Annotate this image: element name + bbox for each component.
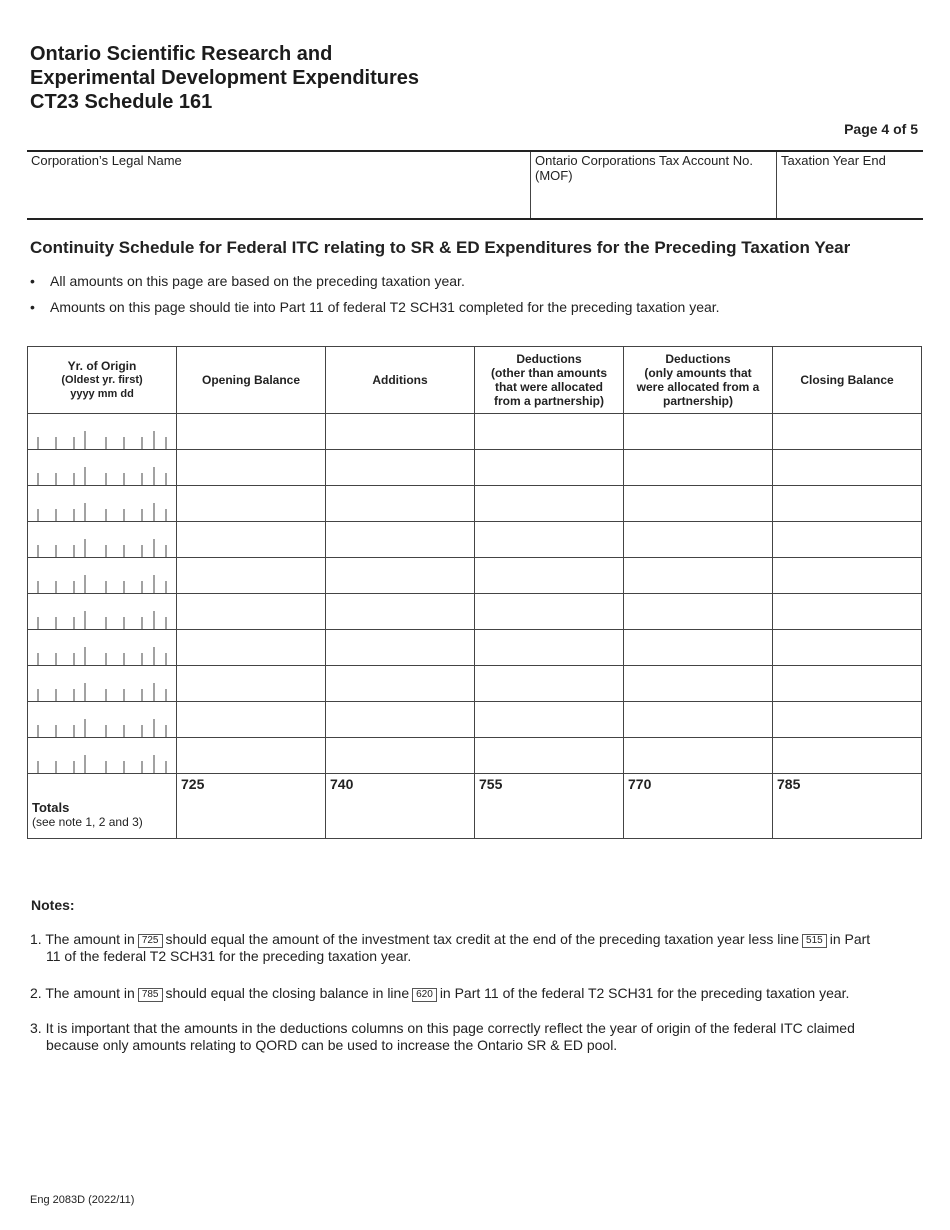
note-1-ref-515: 515	[802, 934, 827, 948]
totals-note: (see note 1, 2 and 3)	[32, 815, 143, 829]
closing-balance-input[interactable]	[773, 450, 922, 486]
note-3	[30, 1020, 900, 1054]
opening-balance-input[interactable]	[177, 738, 326, 774]
bullet-1: • All amounts on this page are based on the preceding taxation year.	[30, 273, 465, 289]
col-4-label: Deductions	[665, 352, 731, 366]
deductions-partnership-input[interactable]	[624, 738, 773, 774]
additions-input[interactable]	[326, 594, 475, 630]
deductions-other-input[interactable]	[475, 738, 624, 774]
account-no-field[interactable]	[530, 152, 776, 218]
note-2-ref-620: 620	[412, 988, 437, 1002]
opening-balance-input[interactable]	[177, 558, 326, 594]
deductions-other-input[interactable]	[475, 630, 624, 666]
total-deductions-other[interactable]	[475, 774, 624, 839]
closing-balance-input[interactable]	[773, 414, 922, 450]
line-770: 770	[628, 776, 652, 792]
additions-input[interactable]	[326, 450, 475, 486]
col-2-label: Additions	[372, 373, 428, 387]
deductions-other-input[interactable]	[475, 594, 624, 630]
date-tick-marks	[28, 414, 177, 449]
closing-balance-input[interactable]	[773, 558, 922, 594]
table-row	[28, 522, 922, 558]
note-3-a: 3. It is important that the amounts in the deductions columns on this page correctly reflect the year of origin of the federal ITC claimed	[30, 1020, 855, 1036]
date-tick-marks	[28, 738, 177, 773]
year-of-origin-input[interactable]	[28, 414, 177, 450]
table-row	[28, 594, 922, 630]
bullet-1-text: All amounts on this page are based on the preceding taxation year.	[50, 273, 465, 289]
note-1	[30, 931, 900, 965]
table-row	[28, 630, 922, 666]
opening-balance-input[interactable]	[177, 486, 326, 522]
continuity-table	[27, 346, 922, 839]
additions-input[interactable]	[326, 738, 475, 774]
note-2-b: should equal the closing balance in line	[165, 985, 410, 1001]
year-of-origin-input[interactable]	[28, 702, 177, 738]
opening-balance-input[interactable]	[177, 522, 326, 558]
page-number: Page 4 of 5	[844, 121, 918, 137]
deductions-partnership-input[interactable]	[624, 594, 773, 630]
date-tick-marks	[28, 450, 177, 485]
table-row	[28, 450, 922, 486]
opening-balance-input[interactable]	[177, 450, 326, 486]
deductions-other-input[interactable]	[475, 702, 624, 738]
totals-row	[28, 774, 922, 839]
line-740: 740	[330, 776, 354, 792]
table-row	[28, 414, 922, 450]
opening-balance-input[interactable]	[177, 702, 326, 738]
opening-balance-input[interactable]	[177, 666, 326, 702]
form-code: Eng 2083D (2022/11)	[30, 1194, 135, 1206]
note-2-ref-785: 785	[138, 988, 163, 1002]
date-tick-marks	[28, 594, 177, 629]
deductions-partnership-input[interactable]	[624, 450, 773, 486]
opening-balance-input[interactable]	[177, 630, 326, 666]
year-of-origin-input[interactable]	[28, 594, 177, 630]
year-of-origin-input[interactable]	[28, 666, 177, 702]
deductions-partnership-input[interactable]	[624, 414, 773, 450]
note-1-a: 1. The amount in	[30, 931, 135, 947]
table-row	[28, 702, 922, 738]
section-title: Continuity Schedule for Federal ITC relating to SR & ED Expenditures for the Preceding Taxation Year	[30, 238, 851, 257]
title-line-1: Ontario Scientific Research and	[30, 43, 333, 65]
total-opening-balance[interactable]	[177, 774, 326, 839]
year-of-origin-input[interactable]	[28, 486, 177, 522]
form-title	[30, 42, 419, 114]
table-row	[28, 486, 922, 522]
col-0-label: Yr. of Origin	[67, 359, 137, 373]
deductions-other-input[interactable]	[475, 558, 624, 594]
deductions-partnership-input[interactable]	[624, 522, 773, 558]
note-3-b: because only amounts relating to QORD can be used to increase the Ontario SR & ED pool.	[46, 1037, 618, 1053]
opening-balance-input[interactable]	[177, 594, 326, 630]
additions-input[interactable]	[326, 414, 475, 450]
legal-name-label: Corporation’s Legal Name	[31, 153, 182, 168]
col-1-label: Opening Balance	[201, 373, 301, 387]
deductions-other-input[interactable]	[475, 450, 624, 486]
note-1-c: in Part	[829, 931, 871, 947]
closing-balance-input[interactable]	[773, 666, 922, 702]
deductions-other-input[interactable]	[475, 666, 624, 702]
col-3-label: Deductions	[516, 352, 582, 366]
line-725: 725	[181, 776, 205, 792]
table-row	[28, 558, 922, 594]
line-785: 785	[777, 776, 801, 792]
additions-input[interactable]	[326, 522, 475, 558]
col-deductions-other	[475, 347, 624, 414]
year-of-origin-input[interactable]	[28, 558, 177, 594]
deductions-partnership-input[interactable]	[624, 666, 773, 702]
note-1-b: should equal the amount of the investment tax credit at the end of the preceding taxation year less line	[165, 931, 800, 947]
year-end-field[interactable]	[776, 152, 923, 218]
col-deductions-partnership	[624, 347, 773, 414]
identification-box	[27, 150, 923, 220]
date-tick-marks	[28, 486, 177, 521]
deductions-partnership-input[interactable]	[624, 702, 773, 738]
year-of-origin-input[interactable]	[28, 738, 177, 774]
date-tick-marks	[28, 702, 177, 737]
note-2	[30, 985, 900, 1002]
col-opening-balance	[177, 347, 326, 414]
year-of-origin-input[interactable]	[28, 630, 177, 666]
note-1-ref-725: 725	[138, 934, 163, 948]
line-755: 755	[479, 776, 503, 792]
deductions-partnership-input[interactable]	[624, 558, 773, 594]
note-2-c: in Part 11 of the federal T2 SCH31 for the preceding taxation year.	[439, 985, 850, 1001]
additions-input[interactable]	[326, 486, 475, 522]
closing-balance-input[interactable]	[773, 702, 922, 738]
title-line-2: Experimental Development Expenditures	[30, 67, 420, 89]
closing-balance-input[interactable]	[773, 522, 922, 558]
date-tick-marks	[28, 558, 177, 593]
deductions-other-input[interactable]	[475, 414, 624, 450]
col-4-sub: (only amounts that were allocated from a partnership)	[636, 366, 760, 408]
closing-balance-input[interactable]	[773, 486, 922, 522]
closing-balance-input[interactable]	[773, 630, 922, 666]
year-of-origin-input[interactable]	[28, 450, 177, 486]
total-deductions-partnership[interactable]	[624, 774, 773, 839]
additions-input[interactable]	[326, 558, 475, 594]
note-1-d: 11 of the federal T2 SCH31 for the preceding taxation year.	[46, 948, 412, 964]
account-no-label: Ontario Corporations Tax Account No. (MOF)	[535, 153, 753, 183]
col-5-label: Closing Balance	[800, 373, 894, 387]
date-tick-marks	[28, 630, 177, 665]
deductions-partnership-input[interactable]	[624, 630, 773, 666]
additions-input[interactable]	[326, 702, 475, 738]
closing-balance-input[interactable]	[773, 738, 922, 774]
bullet-2-text: Amounts on this page should tie into Part 11 of federal T2 SCH31 completed for the preceding taxation year.	[50, 299, 720, 315]
total-closing-balance[interactable]	[773, 774, 922, 839]
date-tick-marks	[28, 666, 177, 701]
year-of-origin-input[interactable]	[28, 522, 177, 558]
total-additions[interactable]	[326, 774, 475, 839]
opening-balance-input[interactable]	[177, 414, 326, 450]
col-closing-balance	[773, 347, 922, 414]
totals-label-cell	[28, 774, 177, 839]
bullet-2: • Amounts on this page should tie into Part 11 of federal T2 SCH31 completed for the preceding taxation year.	[30, 299, 720, 315]
additions-input[interactable]	[326, 630, 475, 666]
notes-heading: Notes:	[31, 897, 75, 913]
totals-label: Totals	[32, 800, 70, 815]
deductions-partnership-input[interactable]	[624, 486, 773, 522]
col-3-sub: (other than amounts that were allocated from a partnership)	[491, 366, 607, 408]
title-line-3: CT23 Schedule 161	[30, 91, 213, 113]
col-additions	[326, 347, 475, 414]
col-0-sub: (Oldest yr. first) yyyy mm dd	[61, 374, 143, 400]
deductions-other-input[interactable]	[475, 486, 624, 522]
header-row	[28, 347, 922, 414]
table-row	[28, 738, 922, 774]
closing-balance-input[interactable]	[773, 594, 922, 630]
deductions-other-input[interactable]	[475, 522, 624, 558]
legal-name-field[interactable]	[27, 152, 530, 218]
col-year-of-origin	[28, 347, 177, 414]
note-2-a: 2. The amount in	[30, 985, 135, 1001]
year-end-label: Taxation Year End	[781, 153, 886, 168]
date-tick-marks	[28, 522, 177, 557]
table-row	[28, 666, 922, 702]
additions-input[interactable]	[326, 666, 475, 702]
